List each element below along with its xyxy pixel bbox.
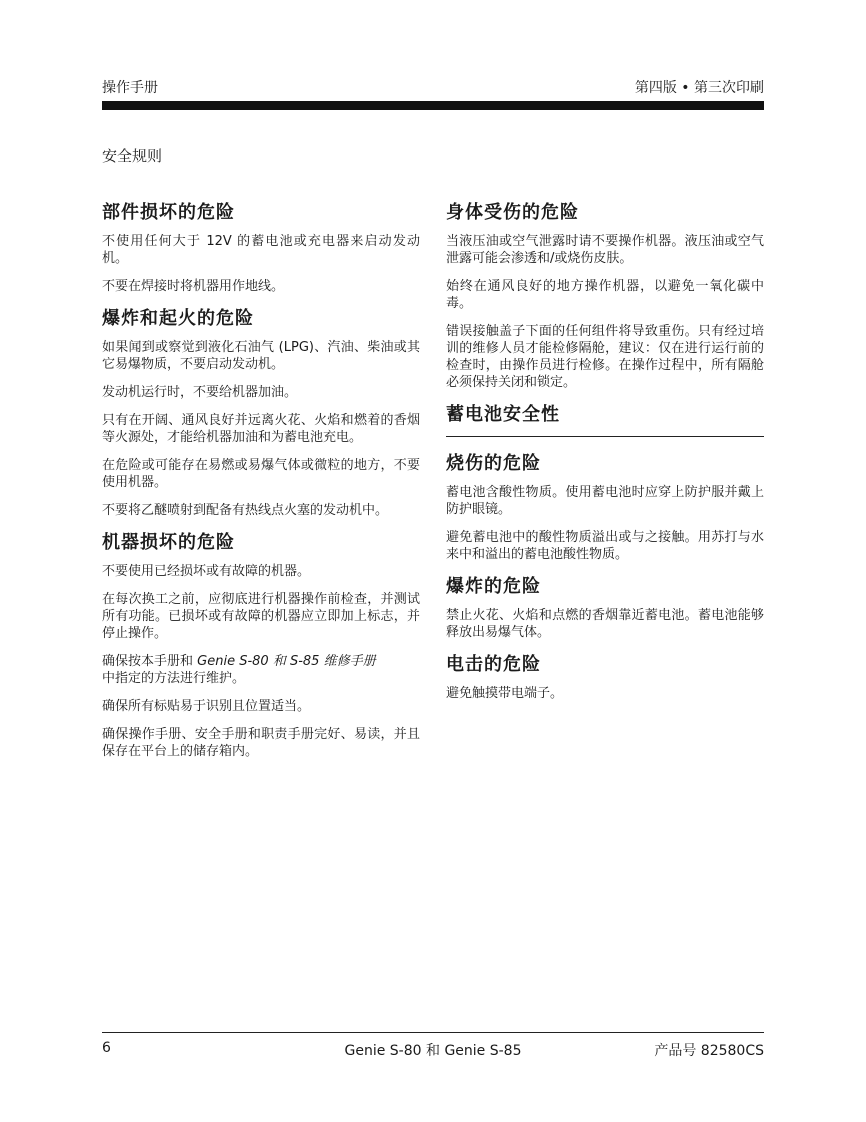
- electrocution-section: [446, 652, 764, 702]
- machine-damage-p5: 确保操作手册、安全手册和职责手册完好、易读，并且保存在平台上的储存箱内。: [102, 727, 420, 759]
- explosion-fire-p5: 不要将乙醚喷射到配备有热线点火塞的发动机中。: [102, 503, 389, 518]
- header-right-edition: 第四版 • 第三次印刷: [634, 80, 764, 96]
- component-damage-p1: 不使用任何大于 12V 的蓄电池或充电器来启动发动机。: [102, 234, 420, 266]
- machine-damage-p2: 在每次换工之前，应彻底进行机器操作前检查，并测试所有功能。已损坏或有故障的机器应立即加上标志，并停止操作。: [102, 592, 420, 641]
- machine-damage-p3-suffix: 中指定的方法进行维护。: [102, 671, 246, 686]
- footer-part-number: 产品号 82580CS: [654, 1043, 764, 1059]
- burn-p2: 避免蓄电池中的酸性物质溢出或与之接触。用苏打与水来中和溢出的蓄电池酸性物质。: [446, 530, 764, 562]
- explosion-section: [446, 574, 764, 641]
- component-damage-section: [102, 200, 420, 295]
- component-damage-heading: 部件损坏的危险: [102, 202, 235, 223]
- burn-p1: 蓄电池含酸性物质。使用蓄电池时应穿上防护服并戴上防护眼镜。: [446, 485, 764, 517]
- battery-safety-heading: 蓄电池安全性: [446, 402, 764, 437]
- electrocution-p1: 避免触摸带电端子。: [446, 686, 564, 701]
- explosion-fire-section: [102, 306, 420, 519]
- footer-rule: [102, 1032, 764, 1033]
- bodily-injury-p3: 错误接触盖子下面的任何组件将导致重伤。只有经过培训的维修人员才能检修隔舱，建议：仅在进行运行前的检查时，由操作员进行检修。在操作过程中，所有隔舱必须保持关闭和锁定。: [446, 324, 764, 390]
- machine-damage-section: [102, 530, 420, 760]
- burn-heading: 烧伤的危险: [446, 453, 541, 474]
- footer-model-name: Genie S-80 和 Genie S-85: [344, 1043, 522, 1059]
- machine-damage-p3: [102, 653, 420, 687]
- bodily-injury-p2: 始终在通风良好的地方操作机器，以避免一氧化碳中毒。: [446, 279, 764, 311]
- bodily-injury-p1: 当液压油或空气泄露时请不要操作机器。液压油或空气泄露可能会渗透和/或烧伤皮肤。: [446, 234, 764, 266]
- header-rule: [102, 101, 764, 110]
- electrocution-heading: 电击的危险: [446, 654, 541, 675]
- explosion-p1: 禁止火花、火焰和点燃的香烟靠近蓄电池。蓄电池能够释放出易爆气体。: [446, 608, 764, 640]
- bodily-injury-section: [446, 200, 764, 391]
- footer-page-number: 6: [102, 1040, 111, 1056]
- bodily-injury-heading: 身体受伤的危险: [446, 202, 579, 223]
- service-manual-title: Genie S-80 和 S-85 维修手册: [197, 654, 376, 669]
- right-column: [446, 200, 764, 713]
- left-column: [102, 200, 420, 771]
- explosion-heading: 爆炸的危险: [446, 576, 541, 597]
- burn-section: [446, 451, 764, 563]
- component-damage-p2: 不要在焊接时将机器用作地线。: [102, 279, 285, 294]
- explosion-fire-p4: 在危险或可能存在易燃或易爆气体或微粒的地方，不要使用机器。: [102, 458, 420, 490]
- explosion-fire-p1: 如果闻到或察觉到液化石油气 (LPG)、汽油、柴油或其它易爆物质，不要启动发动机。: [102, 340, 420, 372]
- machine-damage-p3-prefix: 确保按本手册和: [102, 654, 194, 669]
- machine-damage-heading: 机器损坏的危险: [102, 532, 235, 553]
- explosion-fire-p3: 只有在开阔、通风良好并远离火花、火焰和燃着的香烟等火源处，才能给机器加油和为蓄电池充电。: [102, 413, 420, 445]
- section-label: 安全规则: [102, 147, 163, 165]
- machine-damage-p1: 不要使用已经损坏或有故障的机器。: [102, 564, 311, 579]
- explosion-fire-p2: 发动机运行时，不要给机器加油。: [102, 385, 298, 400]
- battery-safety-section: [446, 402, 764, 437]
- explosion-fire-heading: 爆炸和起火的危险: [102, 308, 254, 329]
- header-left-title: 操作手册: [102, 80, 158, 96]
- machine-damage-p4: 确保所有标贴易于识别且位置适当。: [102, 699, 311, 714]
